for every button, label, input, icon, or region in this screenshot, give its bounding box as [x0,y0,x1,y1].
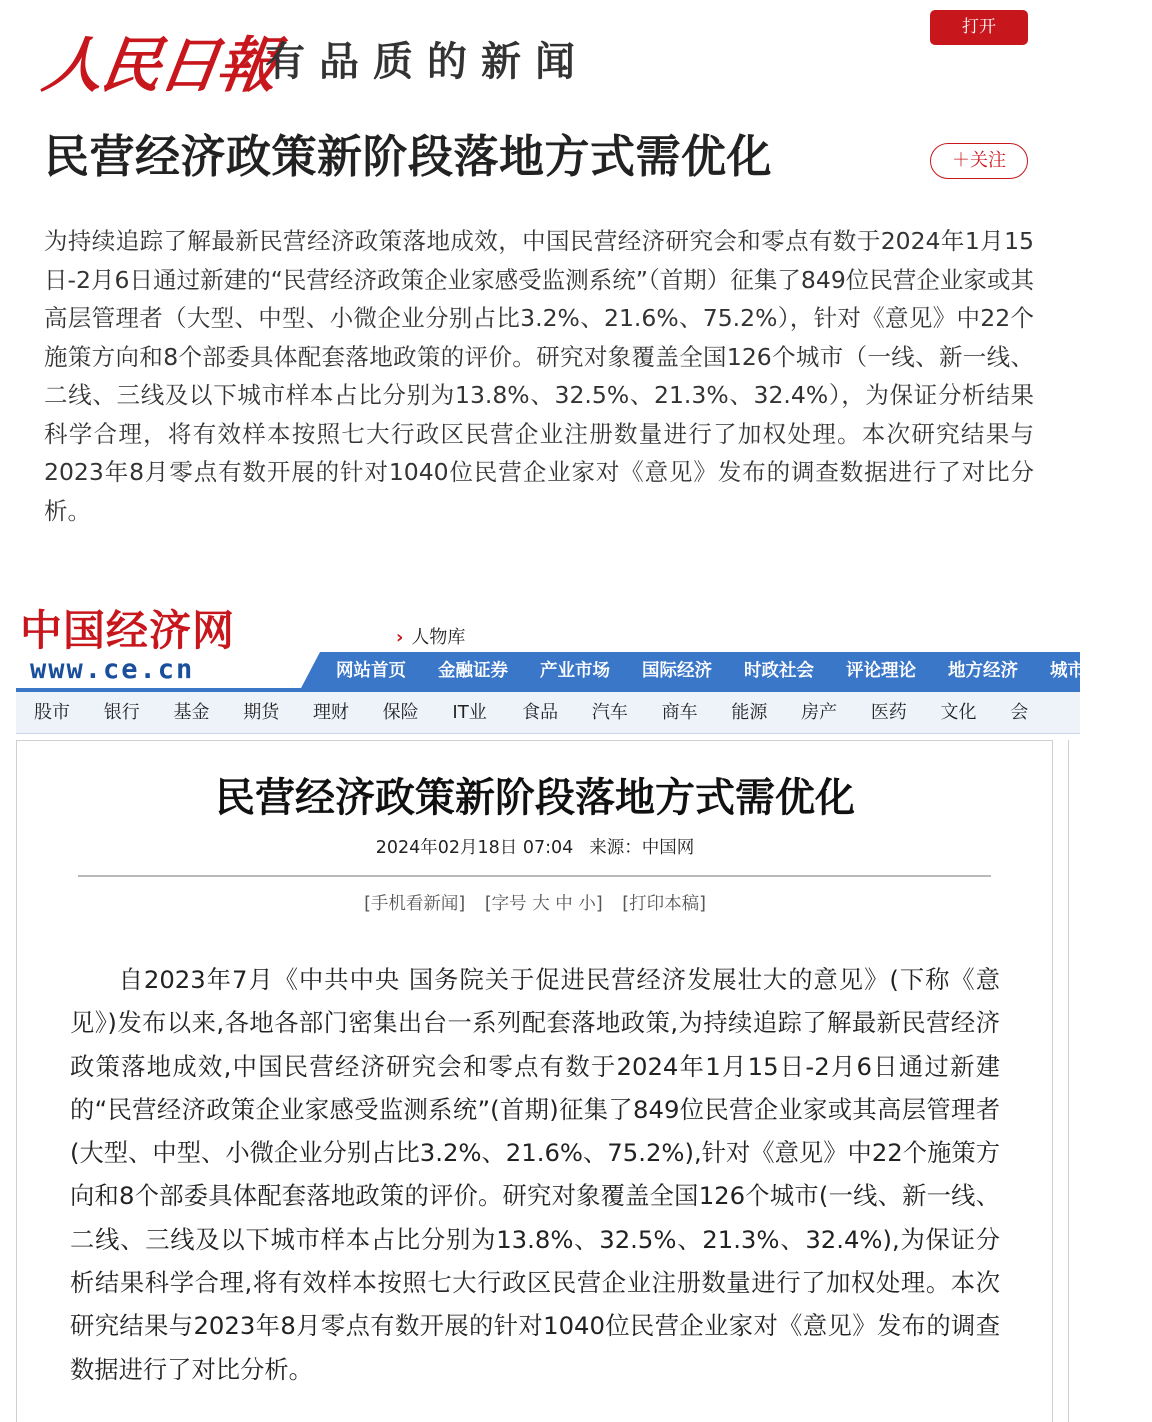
sub-nav-item[interactable]: 银行 [103,702,140,723]
print-link[interactable]: [打印本稿] [622,894,706,914]
follow-button[interactable]: ＋关注 [930,143,1028,179]
peoples-daily-logo: 人民日報 [38,31,281,101]
sub-nav-item[interactable]: 食品 [522,702,559,723]
main-nav-item[interactable]: 时政社会 [744,661,814,681]
sub-nav-item[interactable]: 商车 [661,702,698,723]
sub-nav-item[interactable]: 房产 [801,702,838,723]
breadcrumb-link[interactable]: 人物库 [411,627,466,648]
sub-nav-item[interactable]: 期货 [243,702,280,723]
breadcrumb [396,623,465,649]
ce-logo-url[interactable]: www.ce.cn [30,654,195,685]
sub-nav [16,692,1080,734]
article-body: 为持续追踪了解最新民营经济政策落地成效，中国民营经济研究会和零点有数于2024年1月15日-2月6日通过新建的“民营经济政策企业家感受监测系统”（首期）征集了849位民营企业家或其高层管理者（大型、中型、小微企业分别占比3.2%、21.6%、75.2%），针对《意见》中22个施策方向和8个部委具体配套落地政策的评价。研究对象覆盖全国126个城市（一线、新一线、二线、三线及以下城市样本占比分别为13.8%、32.5%、21.3%、32.4%），为保证分析结果科学合理，将有效样本按照七大行政区民营企业注册数量进行了加权处理。本次研究结果与2023年8月零点有数开展的针对1040位民营企业家对《意见》发布的调查数据进行了对比分析。 [44,227,1034,525]
sub-nav-item[interactable]: 保险 [382,702,419,723]
ce-news-panel [0,590,1085,1422]
sub-nav-item[interactable]: 会 [1010,702,1029,723]
main-nav-item[interactable]: 产业市场 [540,661,610,681]
main-nav-item[interactable]: 城市 [1050,661,1085,681]
main-nav [300,652,1085,690]
main-nav-item[interactable]: 国际经济 [642,661,712,681]
chevron-right-icon: › [396,627,404,648]
article-headline: 民营经济政策新阶段落地方式需优化 [44,130,773,183]
article-title: 民营经济政策新阶段落地方式需优化 [215,775,855,821]
article-meta [0,834,1070,859]
title-divider [78,875,991,877]
article-body-ce: 自2023年7月《中共中央 国务院关于促进民营经济发展壮大的意见》(下称《意见》)发布以来,各地各部门密集出台一系列配套落地政策,为持续追踪了解最新民营经济政策落地成效,中国民营经济研究会和零点有数于2024年1月15日-2月6日通过新建的“民营经济政策企业家感受监测系统”(首期)征集了849位民营企业家或其高层管理者(大型、中型、小微企业分别占比3.2%、21.6%、75.2%),针对《意见》中22个施策方向和8个部委具体配套落地政策的评价。研究对象覆盖全国126个城市(一线、新一线、二线、三线及以下城市样本占比分别为13.8%、32.5%、21.3%、32.4%),为保证分析结果科学合理,将有效样本按照七大行政区民营企业注册数量进行了加权处理。本次研究结果与2023年8月零点有数开展的针对1040位民营企业家对《意见》发布的调查数据进行了对比分析。 [70,965,1000,1384]
publish-date: 2024年02月18日 07:04 [375,838,574,858]
open-app-button[interactable]: 打开 [930,10,1028,45]
sub-nav-item[interactable]: IT业 [452,702,487,723]
main-nav-item[interactable]: 金融证券 [438,661,508,681]
sub-nav-item[interactable]: 基金 [173,702,210,723]
main-nav-item[interactable]: 评论理论 [846,661,916,681]
mobile-news-link[interactable]: [手机看新闻] [364,894,466,914]
sub-nav-item[interactable]: 汽车 [591,702,628,723]
slogan: 有品质的新闻 [265,38,589,85]
article-source: 来源：中国网 [589,838,695,858]
main-nav-item[interactable]: 地方经济 [948,661,1018,681]
sub-nav-item[interactable]: 医药 [870,702,907,723]
article-tools [0,890,1070,915]
font-size-controls[interactable]: [字号 大 中 小] [484,894,603,914]
sub-nav-item[interactable]: 能源 [731,702,768,723]
main-nav-item[interactable]: 网站首页 [336,661,406,681]
peoples-daily-panel [0,0,1080,560]
sub-nav-item[interactable]: 理财 [312,702,349,723]
sub-nav-item[interactable]: 文化 [940,702,977,723]
sub-nav-item[interactable]: 股市 [34,702,70,723]
ce-logo[interactable]: 中国经济网 [20,606,236,655]
